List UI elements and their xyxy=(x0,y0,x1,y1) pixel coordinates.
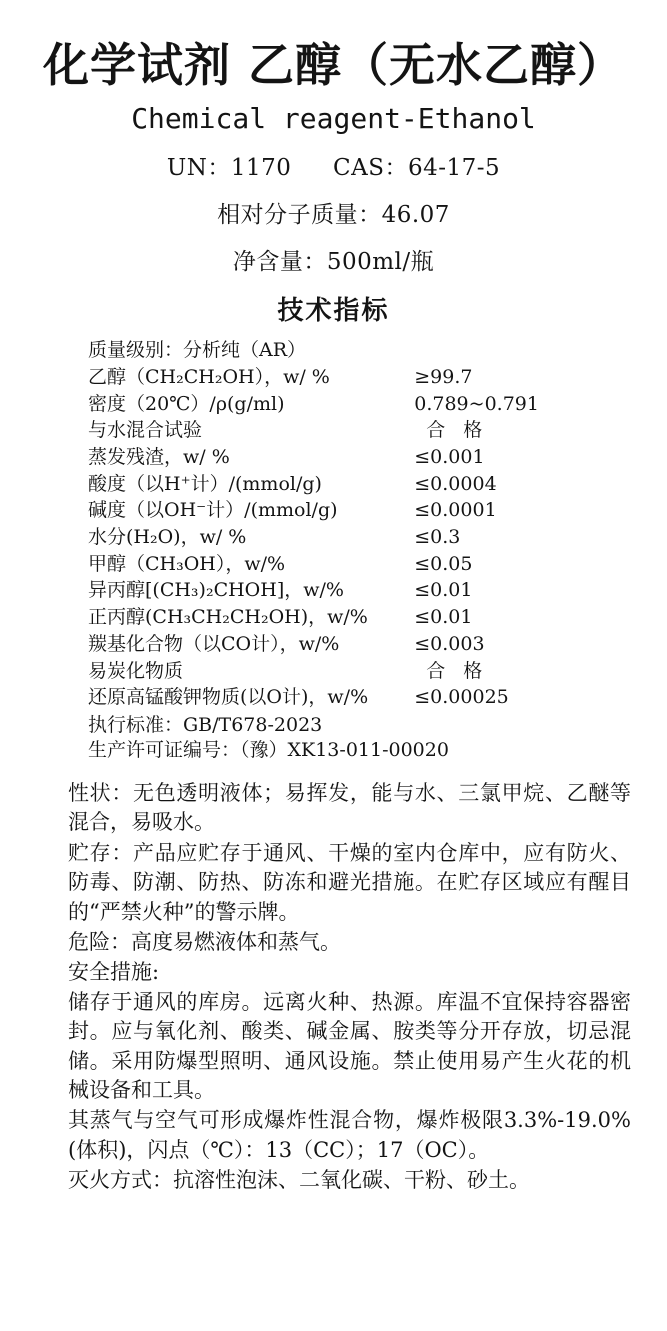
table-row xyxy=(22,417,645,444)
spec-value: ≤0.003 xyxy=(414,632,485,655)
spec-value xyxy=(408,337,645,364)
page-title: 化学试剂 乙醇（无水乙醇） xyxy=(42,38,624,92)
spec-value: ≤0.001 xyxy=(414,446,485,469)
safety-heading: 安全措施: xyxy=(68,960,160,985)
properties-paragraph: 性状：无色透明液体；易挥发，能与水、三氯甲烷、乙醚等混合，易吸水。 xyxy=(68,781,631,835)
spec-value: 合 格 xyxy=(426,419,489,442)
description-block xyxy=(22,779,645,1195)
molecular-mass: 相对分子质量：46.07 xyxy=(217,202,450,229)
spec-name: 蒸发残渣，w/ % xyxy=(88,446,230,469)
spec-name: 正丙醇(CH₃CH₂CH₂OH)，w/% xyxy=(88,606,368,629)
technical-index-table xyxy=(22,337,645,711)
storage-paragraph: 贮存：产品应贮存于通风、干燥的室内仓库中，应有防火、防毒、防潮、防热、防冻和避光措施。在贮存区域应有醒目的“严禁火种”的警示牌。 xyxy=(68,840,631,924)
table-row xyxy=(22,551,645,578)
spec-name: 还原高锰酸钾物质(以O计)，w/% xyxy=(88,686,369,709)
spec-value: ≤0.01 xyxy=(414,579,473,602)
table-row xyxy=(22,364,645,391)
safety-paragraph-2: 其蒸气与空气可形成爆炸性混合物，爆炸极限3.3%-19.0%(体积)，闪点（℃）：13（CC）；17（OC）。 xyxy=(68,1108,631,1162)
spec-name: 甲醇（CH₃OH），w/% xyxy=(88,552,286,575)
execution-standard: 执行标准：GB/T678-2023 xyxy=(88,713,323,736)
spec-name: 异丙醇[(CH₃)₂CHOH]，w/% xyxy=(88,579,344,602)
net-volume: 净含量：500ml/瓶 xyxy=(232,249,435,276)
spec-value: ≤0.05 xyxy=(414,552,473,575)
spec-value: ≤0.0004 xyxy=(414,472,497,495)
standards-block xyxy=(22,713,645,763)
table-row xyxy=(22,471,645,498)
spec-value: ≤0.3 xyxy=(414,526,461,549)
spec-name: 质量级别：分析纯（AR） xyxy=(88,339,307,362)
spec-value: ≤0.0001 xyxy=(414,499,497,522)
table-row xyxy=(22,524,645,551)
identifier-line xyxy=(22,149,645,182)
spec-name: 密度（20℃）/ρ(g/ml) xyxy=(88,392,285,415)
table-row xyxy=(22,684,645,711)
spec-name: 碱度（以OH⁻计）/(mmol/g) xyxy=(88,499,338,522)
table-row xyxy=(22,337,645,364)
cas-number: CAS：64-17-5 xyxy=(332,155,501,182)
hazard-paragraph: 危险：高度易燃液体和蒸气。 xyxy=(68,930,341,954)
spec-value: ≥99.7 xyxy=(414,365,473,388)
spec-value: ≤0.01 xyxy=(414,606,473,629)
table-row xyxy=(22,631,645,658)
safety-paragraph-1: 储存于通风的库房。远离火种、热源。库温不宜保持容器密封。应与氧化剂、酸类、碱金属、胺类等分开存放，切忌混储。采用防爆型照明、通风设施。禁止使用易产生火花的机械设备和工具。 xyxy=(68,989,631,1102)
table-row xyxy=(22,497,645,524)
table-row xyxy=(22,604,645,631)
table-row xyxy=(22,444,645,471)
table-row xyxy=(22,577,645,604)
spec-name: 与水混合试验 xyxy=(88,419,203,442)
spec-name: 易炭化物质 xyxy=(88,659,184,682)
un-number: UN：1170 xyxy=(166,155,292,182)
table-row xyxy=(22,391,645,418)
spec-value: 0.789~0.791 xyxy=(414,392,539,415)
spec-value: 合 格 xyxy=(426,659,489,682)
extinguishing-paragraph: 灭火方式：抗溶性泡沫、二氧化碳、干粉、砂土。 xyxy=(68,1168,530,1193)
spec-name: 乙醇（CH₂CH₂OH），w/ % xyxy=(88,365,330,388)
page-title-english: Chemical reagent-Ethanol xyxy=(131,102,536,136)
table-row xyxy=(22,658,645,685)
spec-name: 水分(H₂O)，w/ % xyxy=(88,526,247,549)
technical-index-heading: 技术指标 xyxy=(277,296,390,327)
spec-name: 羰基化合物（以CO计），w/% xyxy=(88,632,340,655)
spec-value: ≤0.00025 xyxy=(414,686,509,709)
table-body xyxy=(22,337,645,711)
spec-name: 酸度（以H⁺计）/(mmol/g) xyxy=(88,472,322,495)
production-license-number: 生产许可证编号：（豫）XK13-011-00020 xyxy=(88,738,449,761)
